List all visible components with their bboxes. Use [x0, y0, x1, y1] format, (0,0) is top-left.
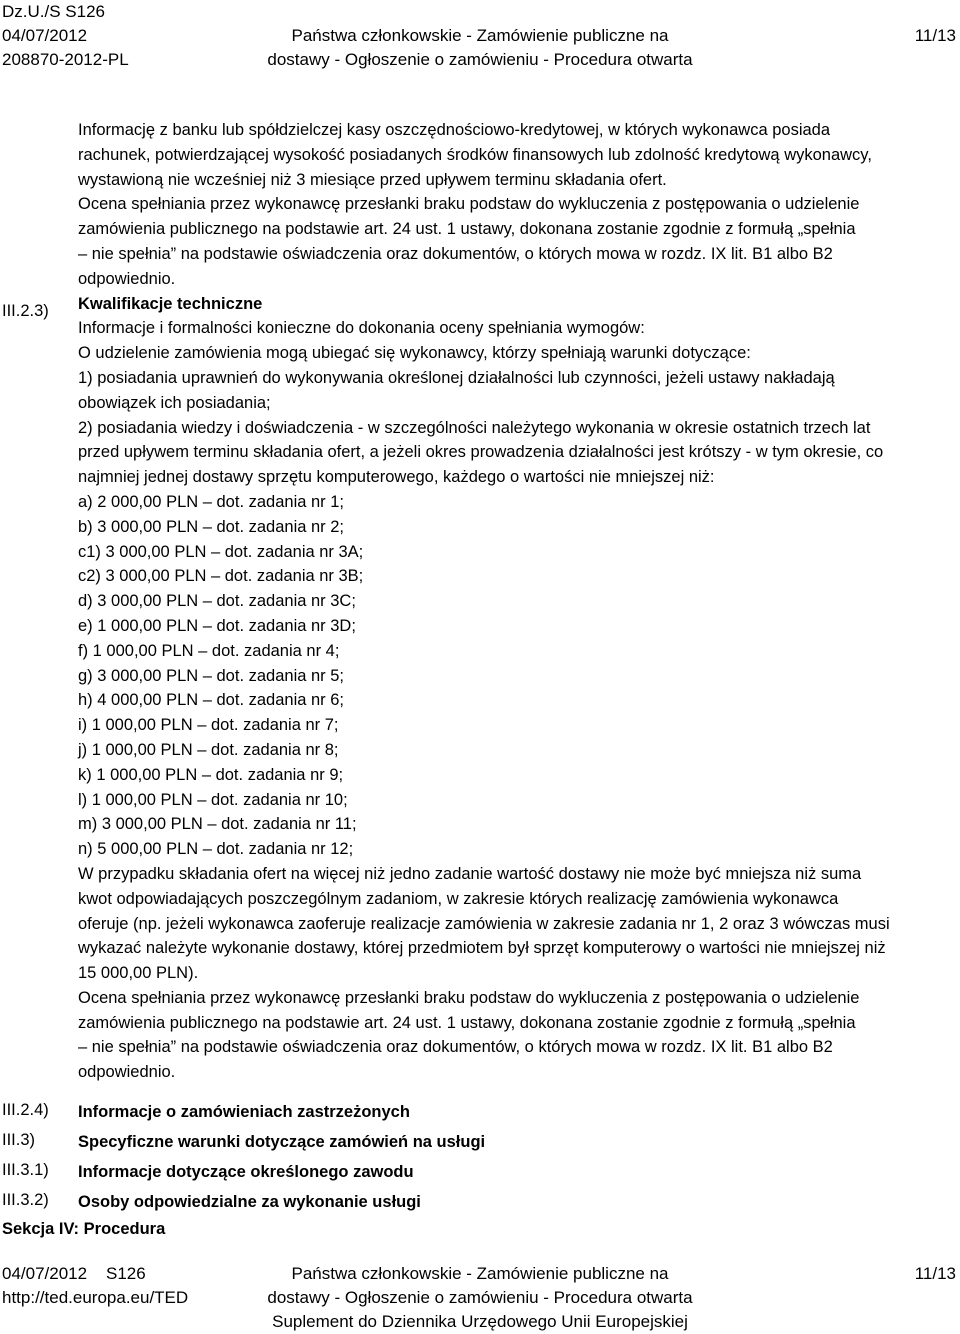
text-line: Ocena spełniania przez wykonawcę przesłanki braku podstaw do wykluczenia z postępowania o udzielenie [78, 988, 860, 1007]
text-line: odpowiednio. [78, 1063, 176, 1082]
text-line: Ocena spełniania przez wykonawcę przesłanki braku podstaw do wykluczenia z postępowania o udzielenie [78, 195, 860, 214]
journal-ref: Dz.U./S S126 [2, 2, 105, 21]
text-line: k) 1 000,00 PLN – dot. zadania nr 9; [78, 765, 344, 784]
text-line: rachunek, potwierdzającej wysokość posiadanych środków finansowych lub zdolność kredytową wykonawcy, [78, 145, 872, 164]
header-page-number: 11/13 [914, 26, 956, 45]
intro-paragraph [78, 118, 948, 292]
document-body [78, 118, 948, 1085]
text-line: c1) 3 000,00 PLN – dot. zadania nr 3A; [78, 542, 364, 561]
text-line: zamówienia publicznego na podstawie art. 24 ust. 1 ustawy, dokonana zostanie zgodnie z formułą „spełnia [78, 1013, 856, 1032]
text-line: – nie spełnia” na podstawie oświadczenia oraz dokumentów, o których mowa w rozdz. IX lit. B1 albo B2 [78, 1038, 833, 1057]
text-line: i) 1 000,00 PLN – dot. zadania nr 7; [78, 716, 339, 735]
text-line: m) 3 000,00 PLN – dot. zadania nr 11; [78, 815, 357, 834]
section-items [78, 1097, 485, 1217]
text-line: najmniej jednej dostawy sprzętu komputerowego, każdego o wartości nie mniejszej niż: [78, 468, 715, 487]
text-line: 1) posiadania uprawnień do wykonywania określonej działalności lub czynności, jeżeli ustawy nakładają [78, 368, 835, 387]
header-date: 04/07/2012 [2, 26, 88, 45]
section-number: III.2.3) [2, 302, 49, 320]
item-zastrzezone: Informacje o zamówieniach zastrzeżonych [78, 1103, 410, 1121]
footer-url: http://ted.europa.eu/TED [2, 1288, 189, 1307]
text-line: Informacje i formalności konieczne do dokonania oceny spełniania wymogów: [78, 319, 645, 338]
item-uslugi: Specyficzne warunki dotyczące zamówień na usługi [78, 1133, 486, 1151]
kwalifikacje-text [78, 316, 948, 1085]
text-line: zamówienia publicznego na podstawie art. 24 ust. 1 ustawy, dokonana zostanie zgodnie z formułą „spełnia [78, 220, 856, 239]
text-line: Informację z banku lub spółdzielczej kasy oszczędnościowo-kredytowej, w których wykonawca posiada [78, 121, 831, 139]
text-line: j) 1 000,00 PLN – dot. zadania nr 8; [78, 740, 339, 759]
text-line: – nie spełnia” na podstawie oświadczenia oraz dokumentów, o których mowa w rozdz. IX lit. B1 albo B2 [78, 244, 833, 263]
text-line: O udzielenie zamówienia mogą ubiegać się wykonawcy, którzy spełniają warunki dotyczące: [78, 344, 751, 363]
section-number: III.3.2) [2, 1191, 49, 1209]
text-line: 2) posiadania wiedzy i doświadczenia - w szczególności należytego wykonania w okresie ostatnich trzech lat [78, 418, 871, 437]
notice-number: 208870-2012-PL [2, 50, 129, 69]
text-line: a) 2 000,00 PLN – dot. zadania nr 1; [78, 492, 345, 511]
text-line: wystawioną nie wcześniej niż 3 miesiące przed upływem terminu składania ofert. [78, 170, 667, 189]
text-line: 15 000,00 PLN). [78, 964, 199, 983]
text-line: wykazać należyte wykonanie dostawy, której przedmiotem był sprzęt komputerowy o wartości nie mniejszej niż [78, 939, 886, 958]
kwalifikacje-title: Kwalifikacje techniczne [78, 294, 263, 313]
text-line: przed upływem terminu składania ofert, a jeżeli okres prowadzenia działalności jest krótszy - w tym okresie, co [78, 443, 884, 462]
text-line: d) 3 000,00 PLN – dot. zadania nr 3C; [78, 592, 356, 611]
footer-title-line-1: Państwa członkowskie - Zamówienie publiczne na [291, 1264, 669, 1283]
header-title-line-2: dostawy - Ogłoszenie o zamówieniu - Procedura otwarta [267, 50, 693, 69]
footer-title-line-2: dostawy - Ogłoszenie o zamówieniu - Procedura otwarta [267, 1288, 693, 1307]
header-center [0, 24, 960, 72]
text-line: e) 1 000,00 PLN – dot. zadania nr 3D; [78, 616, 356, 635]
text-line: obowiązek ich posiadania; [78, 393, 271, 412]
section-number: III.3.1) [2, 1161, 49, 1179]
footer-supplement: Suplement do Dziennika Urzędowego Unii Europejskiej [272, 1312, 688, 1331]
item-osoby: Osoby odpowiedzialne za wykonanie usługi [78, 1193, 421, 1211]
section-number: III.3) [2, 1131, 36, 1149]
item-zawod: Informacje dotyczące określonego zawodu [78, 1163, 414, 1181]
section-number: III.2.4) [2, 1101, 49, 1119]
footer-date-series: 04/07/2012 S126 [2, 1264, 146, 1283]
text-line: odpowiednio. [78, 269, 176, 288]
text-line: b) 3 000,00 PLN – dot. zadania nr 2; [78, 517, 345, 536]
text-line: oferuje (np. jeżeli wykonawca zaoferuje realizacje zamówienia w zakresie zadania nr 1, 2 oraz 3 wówczas musi [78, 914, 890, 933]
text-line: c2) 3 000,00 PLN – dot. zadania nr 3B; [78, 567, 364, 586]
footer-page-number: 11/13 [914, 1264, 956, 1283]
text-line: l) 1 000,00 PLN – dot. zadania nr 10; [78, 790, 348, 809]
text-line: n) 5 000,00 PLN – dot. zadania nr 12; [78, 840, 354, 859]
text-line: h) 4 000,00 PLN – dot. zadania nr 6; [78, 691, 345, 710]
header-title-line-1: Państwa członkowskie - Zamówienie publiczne na [291, 26, 669, 45]
text-line: f) 1 000,00 PLN – dot. zadania nr 4; [78, 641, 340, 660]
section-heading: Sekcja IV: Procedura [2, 1220, 166, 1238]
footer-center [0, 1262, 960, 1334]
text-line: W przypadku składania ofert na więcej niż jedno zadanie wartość dostawy nie może być mniejsza niż suma [78, 864, 862, 883]
text-line: g) 3 000,00 PLN – dot. zadania nr 5; [78, 666, 345, 685]
text-line: kwot odpowiadających poszczególnym zadaniom, w zakresie których realizację zamówienia wykonawca [78, 889, 839, 908]
